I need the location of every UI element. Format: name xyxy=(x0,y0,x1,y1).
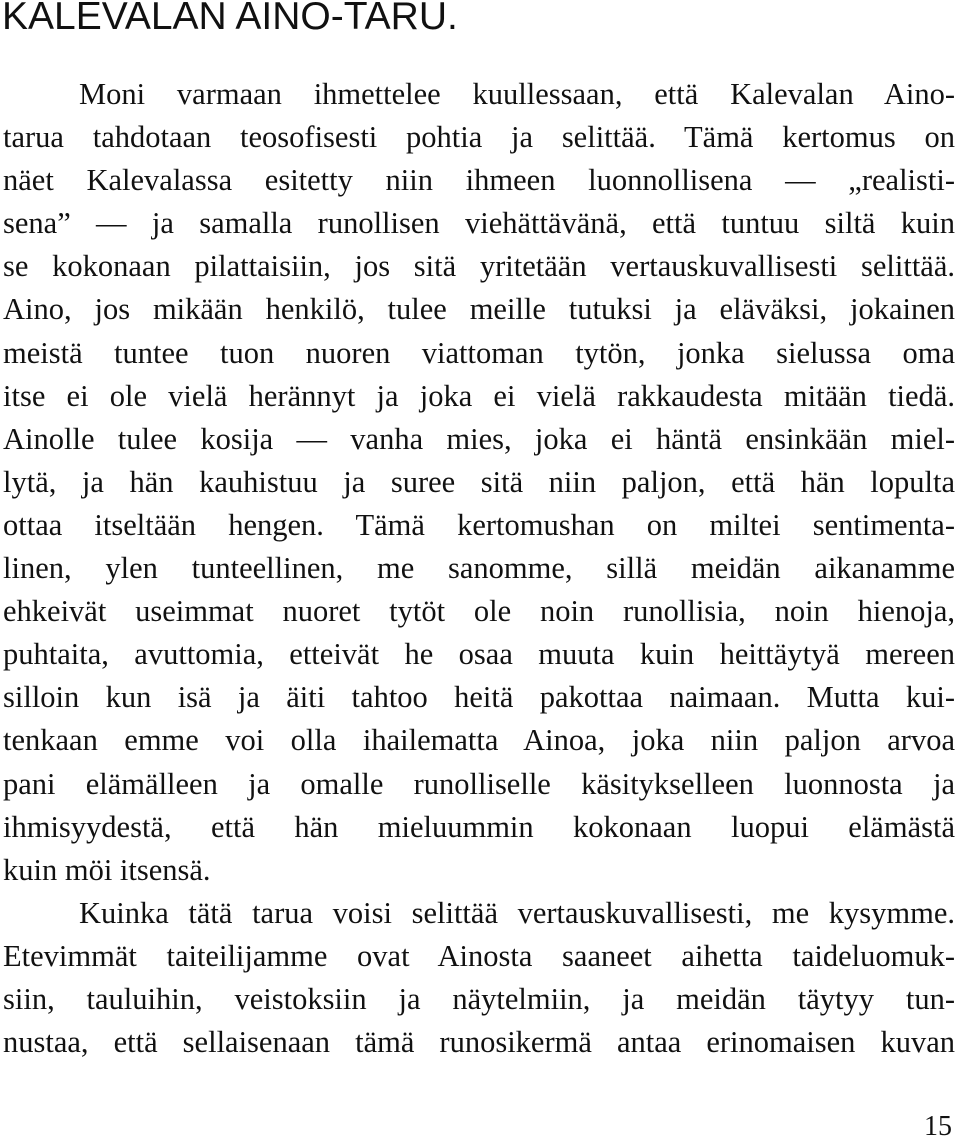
text-line: ehkeivät useimmat nuoret tytöt ole noin runollisia, noin hienoja, xyxy=(3,594,955,629)
body-text xyxy=(3,73,955,1064)
text-line: lytä, ja hän kauhistuu ja suree sitä niin paljon, että hän lopulta xyxy=(3,464,955,499)
text-line: ottaa itseltään hengen. Tämä kertomushan on miltei sentimenta- xyxy=(3,507,955,542)
text-line: tenkaan emme voi olla ihailematta Ainoa, joka niin paljon arvoa xyxy=(3,723,955,758)
text-line: tarua tahdotaan teosofisesti pohtia ja selittää. Tämä kertomus on xyxy=(3,120,955,155)
text-line: näet Kalevalassa esitetty niin ihmeen luonnollisena — „realisti- xyxy=(3,163,955,198)
text-line: linen, ylen tunteellinen, me sanomme, sillä meidän aikanamme xyxy=(3,551,955,586)
text-line: pani elämälleen ja omalle runolliselle käsitykselleen luonnosta ja xyxy=(3,766,955,801)
text-line: Etevimmät taiteilijamme ovat Ainosta saaneet aihetta taideluomuk- xyxy=(3,938,955,973)
text-line: siin, tauluihin, veistoksiin ja näytelmiin, ja meidän täytyy tun- xyxy=(3,981,955,1016)
text-line: silloin kun isä ja äiti tahtoo heitä pakottaa naimaan. Mutta kui- xyxy=(3,680,955,715)
page-title: KALEVALAN AINO-TARU. xyxy=(2,0,458,38)
text-line: Kuinka tätä tarua voisi selittää vertauskuvallisesti, me kysymme. xyxy=(79,895,955,930)
text-line: ihmisyydestä, että hän mieluummin kokonaan luopui elämästä xyxy=(3,809,955,844)
text-line: puhtaita, avuttomia, etteivät he osaa muuta kuin heittäytyä mereen xyxy=(3,637,955,672)
text-line: se kokonaan pilattaisiin, jos sitä yritetään vertauskuvallisesti selittää. xyxy=(3,249,955,284)
page-number: 15 xyxy=(924,1111,952,1142)
text-line: nustaa, että sellaisenaan tämä runosikermä antaa erinomaisen kuvan xyxy=(3,1025,955,1060)
text-line: Aino, jos mikään henkilö, tulee meille tutuksi ja eläväksi, jokainen xyxy=(3,292,955,327)
text-line: Moni varmaan ihmettelee kuullessaan, että Kalevalan Aino- xyxy=(79,77,955,111)
text-line: meistä tuntee tuon nuoren viattoman tytön, jonka sielussa oma xyxy=(3,335,955,370)
text-line: sena” — ja samalla runollisen viehättävänä, että tuntuu siltä kuin xyxy=(3,206,955,241)
text-line: kuin möi itsensä. xyxy=(3,852,211,887)
text-line: Ainolle tulee kosija — vanha mies, joka ei häntä ensinkään miel- xyxy=(3,421,955,456)
text-line: itse ei ole vielä herännyt ja joka ei vielä rakkaudesta mitään tiedä. xyxy=(3,378,955,413)
